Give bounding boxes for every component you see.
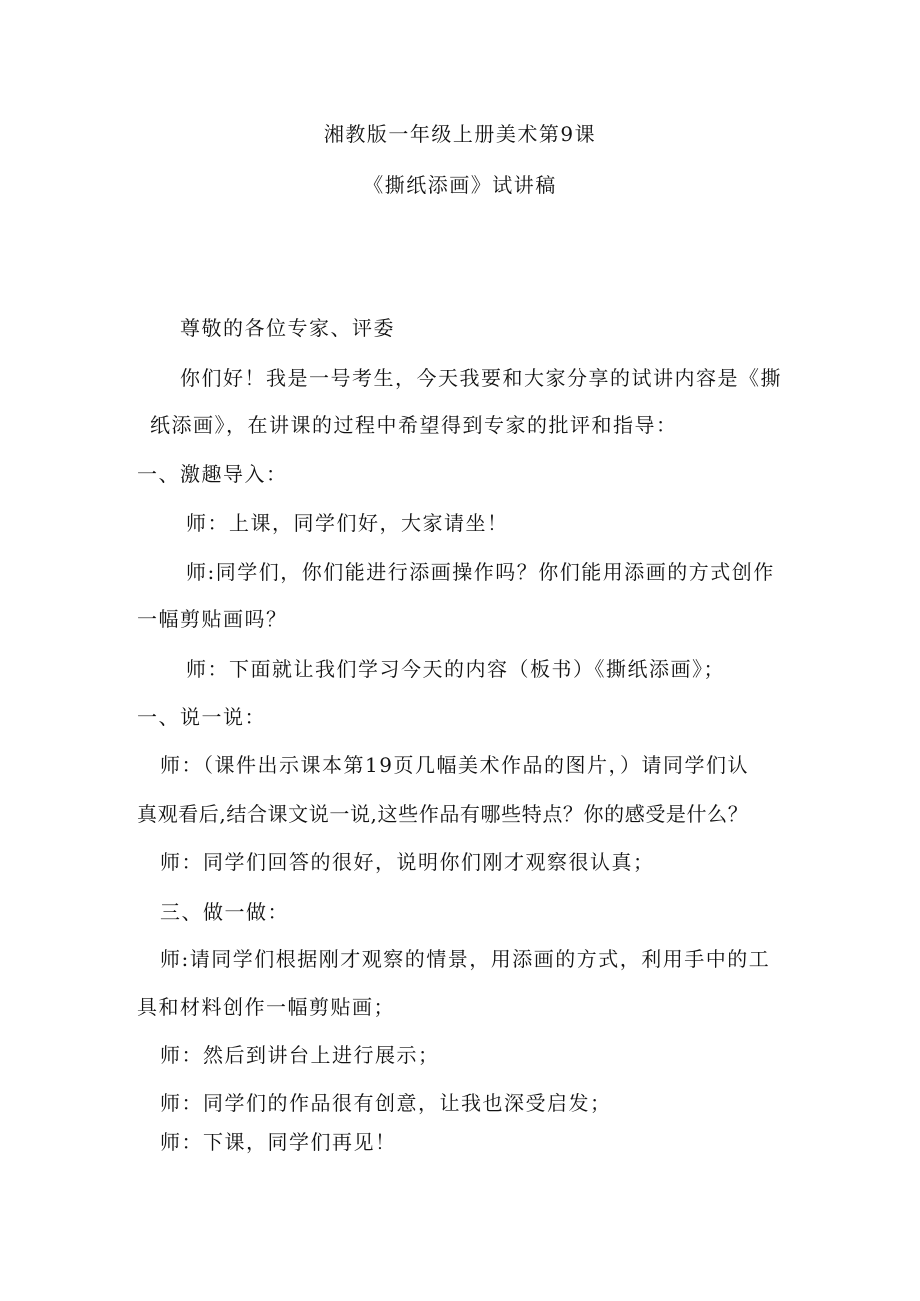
paragraph-line: 具和材料创作一幅剪贴画； [137,995,395,1019]
paragraph-line: 师：下面就让我们学习今天的内容（板书）《撕纸添画》； [186,657,725,681]
paragraph-line: 师：下课，同学们再见！ [160,1130,397,1154]
section-heading: 一、激趣导入： [137,462,288,486]
paragraph-line: 师：同学们的作品很有创意，让我也深受启发； [160,1091,612,1115]
paragraph-line: 一幅剪贴画吗？ [137,607,288,631]
section-heading: 一、说一说： [137,705,266,729]
paragraph-line: 师:同学们，你们能进行添画操作吗？你们能用添画的方式创作 [186,560,775,584]
paragraph-line: 尊敬的各位专家、评委 [180,316,395,340]
paragraph-line: 你们好！我是一号考生，今天我要和大家分享的试讲内容是《撕 [180,366,782,390]
section-heading: 三、做一做： [160,900,289,924]
paragraph-line: 师：（课件出示课本第19页几幅美术作品的图片，）请同学们认 [160,753,749,777]
document-subtitle: 《撕纸添画》试讲稿 [363,173,557,197]
paragraph-line: 真观看后,结合课文说一说,这些作品有哪些特点？你的感受是什么？ [137,802,749,826]
paragraph-line: 师：上课，同学们好，大家请坐！ [186,511,509,535]
paragraph-line: 师:请同学们根据刚才观察的情景，用添画的方式，利用手中的工 [160,947,771,971]
paragraph-line: 师：然后到讲台上进行展示； [160,1043,440,1067]
document-title: 湘教版一年级上册美术第9课 [323,122,597,146]
paragraph-line: 纸添画》，在讲课的过程中希望得到专家的批评和指导： [150,413,678,437]
paragraph-line: 师：同学们回答的很好，说明你们刚才观察很认真； [160,850,655,874]
